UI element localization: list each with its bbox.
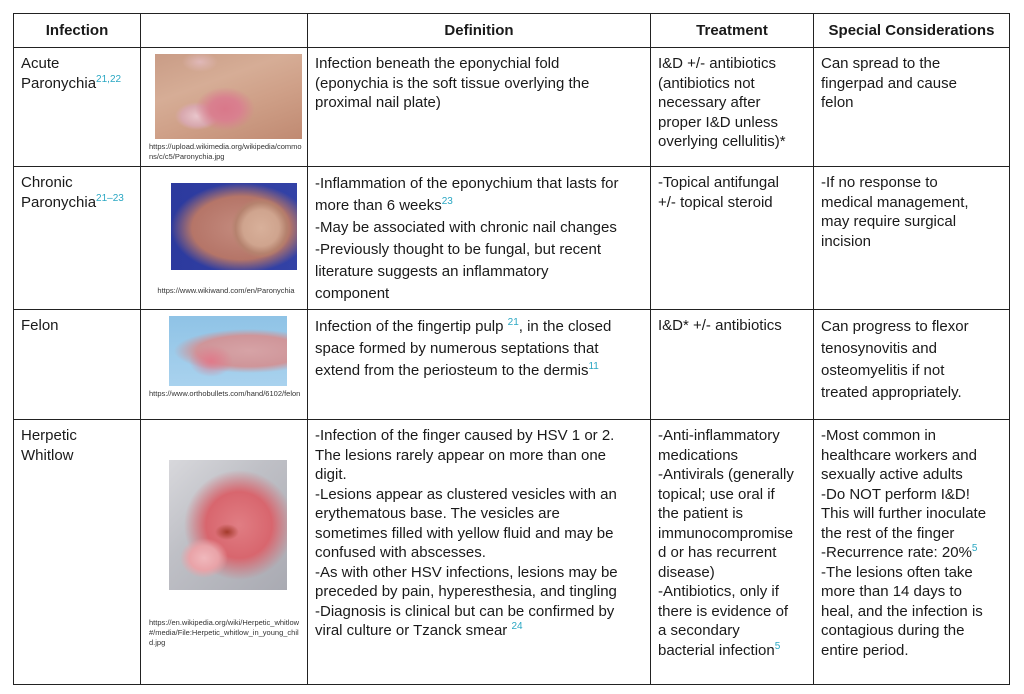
infection-name-line: Felon	[21, 317, 59, 334]
treatment-text: a secondary	[658, 622, 740, 639]
definition-cell	[308, 48, 651, 167]
reference-link[interactable]: 11	[588, 361, 599, 372]
treatment-text: immunocompromise	[658, 524, 794, 542]
treatment-text: (antibiotics not	[658, 74, 755, 92]
special-text: osteomyelitis if not	[821, 362, 945, 379]
special-considerations-cell	[814, 167, 1010, 310]
special-text: -If no response to	[821, 174, 938, 191]
table-row-acute-paronychia	[14, 48, 1010, 167]
definition-text: -Inflammation of the eponychium that lasts for	[315, 175, 619, 192]
special-text: incision	[821, 232, 872, 250]
special-text: treated appropriately.	[821, 384, 962, 401]
photo-acute-paronychia-icon	[155, 54, 302, 139]
treatment-cell	[651, 167, 814, 310]
photo-felon-icon	[169, 316, 287, 386]
definition-text: component	[315, 285, 390, 302]
definition-text: -Previously thought to be fungal, but recent	[315, 241, 602, 258]
special-text: -Recurrence rate: 20%	[821, 544, 972, 561]
definition-text: -May be associated with chronic nail changes	[315, 219, 617, 236]
photo-herpetic-whitlow-icon	[169, 460, 287, 590]
definition-text: -Diagnosis is clinical but can be confirmed by	[315, 602, 615, 620]
reference-link[interactable]: 5	[971, 543, 978, 554]
treatment-cell	[651, 48, 814, 167]
definition-text: proximal nail plate)	[315, 94, 441, 111]
treatment-text: necessary after	[658, 94, 761, 111]
treatment-text: medications	[658, 446, 739, 464]
infection-name-cell	[14, 48, 141, 167]
special-text: -The lesions often take	[821, 563, 973, 581]
image-cell	[141, 310, 308, 420]
reference-link[interactable]: 23	[441, 196, 453, 207]
treatment-text: -Antibiotics, only if	[658, 583, 779, 600]
table-row-herpetic-whitlow	[14, 420, 1010, 685]
special-text: fingerpad and cause	[821, 74, 957, 92]
header-treatment: Treatment	[651, 14, 814, 48]
definition-text: sometimes filled with yellow fluid and may be	[315, 524, 614, 542]
special-text: sexually active adults	[821, 466, 963, 483]
infection-name-line: Chronic	[21, 174, 73, 191]
treatment-text: I&D* +/- antibiotics	[658, 317, 782, 334]
treatment-text: overlying cellulitis)*	[658, 133, 786, 150]
definition-text: preceded by pain, hyperesthesia, and tingling	[315, 583, 617, 600]
definition-cell	[308, 420, 651, 685]
special-text: -Do NOT perform I&D!	[821, 485, 970, 503]
definition-text: -As with other HSV infections, lesions may be	[315, 563, 618, 581]
table-row-chronic-paronychia	[14, 167, 1010, 310]
definition-text: , in the closed	[518, 318, 612, 335]
special-considerations-cell	[814, 420, 1010, 685]
infection-name-cell	[14, 310, 141, 420]
header-image	[141, 14, 308, 48]
treatment-text: -Anti-inflammatory	[658, 427, 780, 444]
definition-text: erythematous base. The vesicles are	[315, 505, 560, 522]
definition-text: -Infection of the finger caused by HSV 1 or 2.	[315, 427, 615, 444]
infection-name-line: Paronychia	[21, 193, 97, 211]
special-text: the rest of the finger	[821, 524, 955, 542]
special-text: Can spread to the	[821, 55, 941, 72]
treatment-text: -Antivirals (generally	[658, 466, 794, 483]
image-source-caption: https://www.orthobullets.com/hand/6102/felon	[149, 389, 301, 398]
special-considerations-cell	[814, 310, 1010, 420]
special-considerations-cell	[814, 48, 1010, 167]
header-infection: Infection	[14, 14, 141, 48]
treatment-text: +/- topical steroid	[658, 193, 773, 211]
image-source-caption: https://upload.wikimedia.org/wikipedia/commons/c/c5/Paronychia.jpg	[149, 142, 302, 161]
image-source-caption: https://www.wikiwand.com/en/Paronychia	[157, 286, 295, 295]
special-text: entire period.	[821, 641, 909, 659]
definition-text: The lesions rarely appear on more than one	[315, 446, 607, 464]
treatment-text: d or has recurrent	[658, 544, 777, 561]
treatment-cell	[651, 310, 814, 420]
definition-text: viral culture or Tzanck smear	[315, 622, 512, 639]
definition-text: space formed by numerous septations that	[315, 340, 599, 357]
infection-name-line: Paronychia	[21, 74, 97, 92]
definition-text: more than 6 weeks	[315, 197, 442, 214]
header-row	[14, 14, 1010, 48]
reference-link[interactable]: 5	[774, 640, 781, 652]
definition-text: (eponychia is the soft tissue overlying the	[315, 74, 590, 92]
infection-name-cell	[14, 420, 141, 685]
definition-text: -Lesions appear as clustered vesicles with an	[315, 485, 617, 503]
treatment-cell	[651, 420, 814, 685]
infection-name-cell	[14, 167, 141, 310]
image-cell	[141, 48, 308, 167]
image-cell	[141, 167, 308, 310]
special-text: felon	[821, 94, 854, 111]
image-source-caption: https://en.wikipedia.org/wiki/Herpetic_whitlow#/media/File:Herpetic_whitlow_in_young_child.jpg	[149, 618, 300, 647]
treatment-text: bacterial infection	[658, 641, 775, 659]
special-text: medical management,	[821, 193, 969, 211]
special-text: heal, and the infection is	[821, 602, 983, 620]
reference-link[interactable]: 21	[507, 317, 519, 328]
special-text: Can progress to flexor	[821, 318, 969, 335]
treatment-text: disease)	[658, 563, 715, 581]
definition-cell	[308, 310, 651, 420]
treatment-text: the patient is	[658, 505, 744, 522]
special-text: This will further inoculate	[821, 505, 987, 522]
infection-name-line: Acute	[21, 55, 60, 72]
definition-text: extend from the periosteum to the dermis	[315, 362, 589, 379]
header-definition: Definition	[308, 14, 651, 48]
special-text: contagious during the	[821, 622, 965, 639]
special-text: healthcare workers and	[821, 446, 977, 464]
photo-chronic-paronychia-icon	[171, 183, 297, 270]
special-text: may require surgical	[821, 213, 957, 230]
infections-table	[13, 13, 1010, 685]
infection-name-line: Whitlow	[21, 446, 74, 464]
special-text: more than 14 days to	[821, 583, 962, 600]
header-special-considerations: Special Considerations	[814, 14, 1010, 48]
reference-link[interactable]: 21,22	[96, 73, 122, 85]
reference-link[interactable]: 21–23	[96, 192, 124, 204]
definition-text: confused with abscesses.	[315, 544, 486, 561]
special-text: tenosynovitis and	[821, 340, 937, 357]
table-row-felon	[14, 310, 1010, 420]
treatment-text: there is evidence of	[658, 602, 789, 620]
reference-link[interactable]: 24	[511, 621, 523, 632]
infection-name-line: Herpetic	[21, 427, 77, 444]
treatment-text: proper I&D unless	[658, 113, 779, 131]
treatment-text: topical; use oral if	[658, 485, 775, 503]
definition-text: digit.	[315, 466, 347, 483]
definition-text: Infection of the fingertip pulp	[315, 318, 508, 335]
treatment-text: -Topical antifungal	[658, 174, 779, 191]
definition-text: Infection beneath the eponychial fold	[315, 55, 560, 72]
definition-cell	[308, 167, 651, 310]
definition-text: literature suggests an inflammatory	[315, 263, 549, 280]
treatment-text: I&D +/- antibiotics	[658, 55, 776, 72]
image-cell	[141, 420, 308, 685]
special-text: -Most common in	[821, 427, 937, 444]
